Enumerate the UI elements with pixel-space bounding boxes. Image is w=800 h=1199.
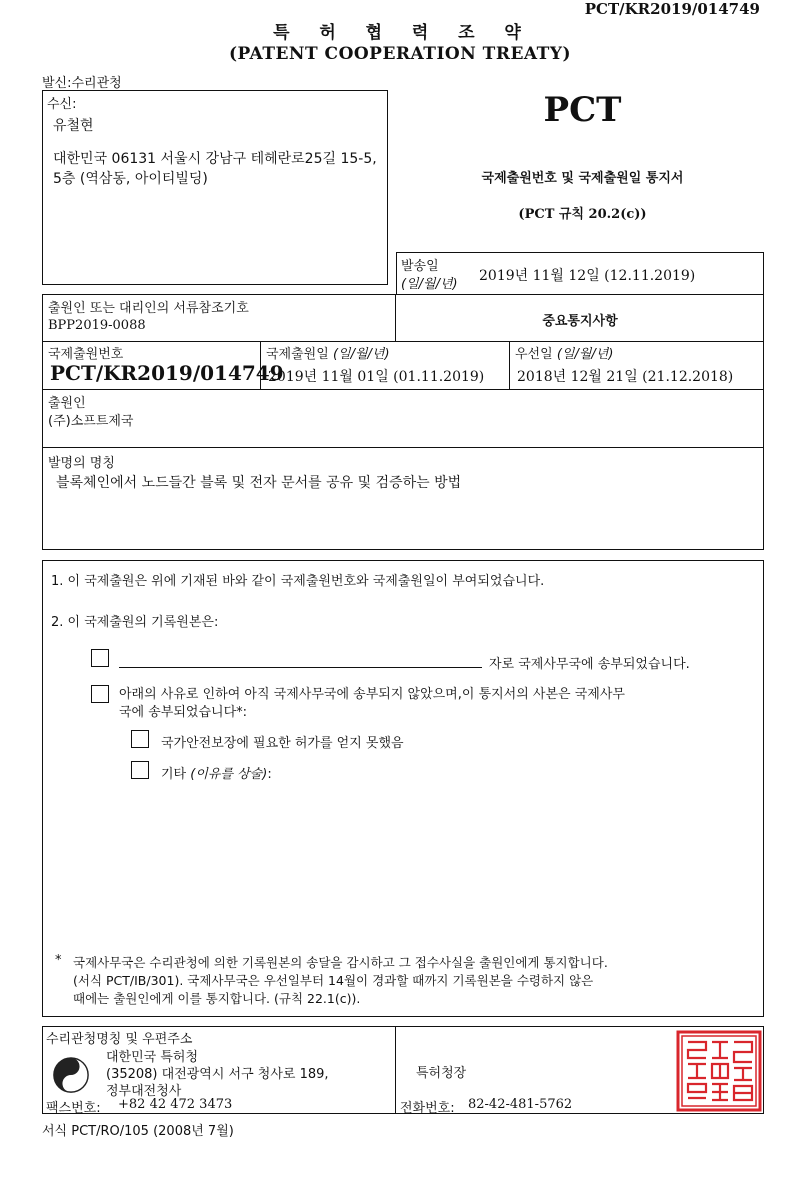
filing-date-value: 2019년 11월 01일 (01.11.2019) [268,369,485,385]
mailing-date-box [396,252,764,295]
other-text: 기타 [161,767,191,782]
invention-label: 발명의 명칭 [48,456,115,471]
important-notice: 중요통지사항 [542,314,618,329]
phone-label: 전화번호: [400,1101,455,1116]
option-a-checkbox[interactable] [91,649,109,667]
phone-value: 82-42-481-5762 [468,1097,573,1112]
option-b-line1: 아래의 사유로 인하여 아직 국제사무국에 송부되지 않았으며,이 통지서의 사본은 국제사무 [119,687,625,702]
title-english: (PATENT COOPERATION TREATY) [228,44,572,64]
option-b-checkbox[interactable] [91,685,109,703]
notice-title: 국제출원번호 및 국제출원일 통지서 [481,171,684,186]
pct-heading: PCT [543,90,622,130]
priority-date-label: 우선일 [515,347,553,362]
sender-line: 발신:수리관청 [42,76,122,91]
official-red-seal-icon [676,1030,762,1112]
office-label: 수리관청명칭 및 우편주소 [46,1032,193,1047]
reference-label: 출원인 또는 대리인의 서류참조기호 [48,301,249,316]
mailing-date-label: 발송일 [401,259,439,274]
other-checkbox[interactable] [131,761,149,779]
notice-rule: (PCT 규칙 20.2(c)) [518,207,647,222]
office-address: (35208) 대전광역시 서구 청사로 189, [106,1067,329,1082]
title-korean: 특 허 협 력 조 약 [273,23,527,43]
priority-date-value: 2018년 12월 21일 (21.12.2018) [517,369,734,385]
option-a-date-line [119,667,482,668]
item-1: 1. 이 국제출원은 위에 기재된 바와 같이 국제출원번호와 국제출원일이 부여되었습니다. [51,574,545,589]
filing-date-format: (일/월/년) [332,347,390,362]
option-b-line2: 국에 송부되었습니다*: [119,705,248,720]
priority-date-format: (일/월/년) [556,347,614,362]
other-reason-hint: (이유를 상술) [190,767,268,782]
reference-value: BPP2019-0088 [48,318,146,333]
filing-date-label: 국제출원일 [266,347,329,362]
fax-label: 팩스번호: [46,1101,101,1116]
application-info-table [42,294,764,550]
recipient-name: 유철현 [53,118,94,134]
mailing-date-value: 2019년 11월 12일 (12.11.2019) [479,268,696,284]
footnote-line3: 때에는 출원인에게 이를 통지합니다. (규칙 22.1(c)). [73,991,361,1006]
footnote-star: * [55,953,62,968]
recipient-address: 대한민국 06131 서울시 강남구 테헤란로25길 15-5, 5층 (역삼동, 아이티빌딩) [53,151,377,187]
office-building: 정부대전청사 [106,1084,182,1099]
mailing-date-format: (일/월/년) [401,277,458,292]
office-name: 대한민국 특허청 [106,1050,199,1065]
footnote-line1: 국제사무국은 수리관청에 의한 기록원본의 송달을 감시하고 그 접수사실을 출원인에게 통지합니다. [73,955,608,970]
recipient-label: 수신: [47,97,77,112]
fax-value: +82 42 472 3473 [118,1097,233,1112]
applicant-value: (주)소프트제국 [48,414,134,429]
security-checkbox[interactable] [131,730,149,748]
officer-title: 특허청장 [416,1066,467,1081]
app-number-value: PCT/KR2019/014749 [50,361,284,385]
invention-value: 블록체인에서 노드들간 블록 및 전자 문서를 공유 및 검증하는 방법 [56,475,462,491]
notice-body-box: 1. 이 국제출원은 위에 기재된 바와 같이 국제출원번호와 국제출원일이 부여되었습니다. 2. 이 국제출원의 기록원본은: 자로 국제사무국에 송부되었습니다. 아래의 사유로 인하여 아직 국제사무국에 송부되지 않았으며,이 통지서의 사본은 국제사무 국에 송부되었습니다*: 국가안전보장에 필요한 허가를 얻지 못했음 기타 (이유를 상술): * 국제사무국은 수리관청에 의한 기록원본의 송달을 감시하고 그 접수사실을 출원인에게 통지합니다. (서식 PCT/IB/301). 국제사무국은 우선일부터 14월이 경과할 때까지 기록원본을 수령하지 않은 때에는 출원인에게 이를 통지합니다. (규칙 22.1(c)). [42,560,764,1017]
item-2: 2. 이 국제출원의 기록원본은: [51,615,219,630]
korea-taegeuk-emblem-icon [52,1056,90,1094]
app-number-label: 국제출원번호 [48,347,124,362]
doc-number: PCT/KR2019/014749 [584,0,760,18]
security-text: 국가안전보장에 필요한 허가를 얻지 못했음 [161,736,404,751]
form-footer: 서식 PCT/RO/105 (2008년 7월) [42,1124,234,1139]
option-a-text: 자로 국제사무국에 송부되었습니다. [489,657,690,672]
footnote-line2: (서식 PCT/IB/301). 국제사무국은 우선일부터 14월이 경과할 때까지 기록원본을 수령하지 않은 [73,973,594,988]
recipient-box [42,90,388,285]
applicant-label: 출원인 [48,396,86,411]
